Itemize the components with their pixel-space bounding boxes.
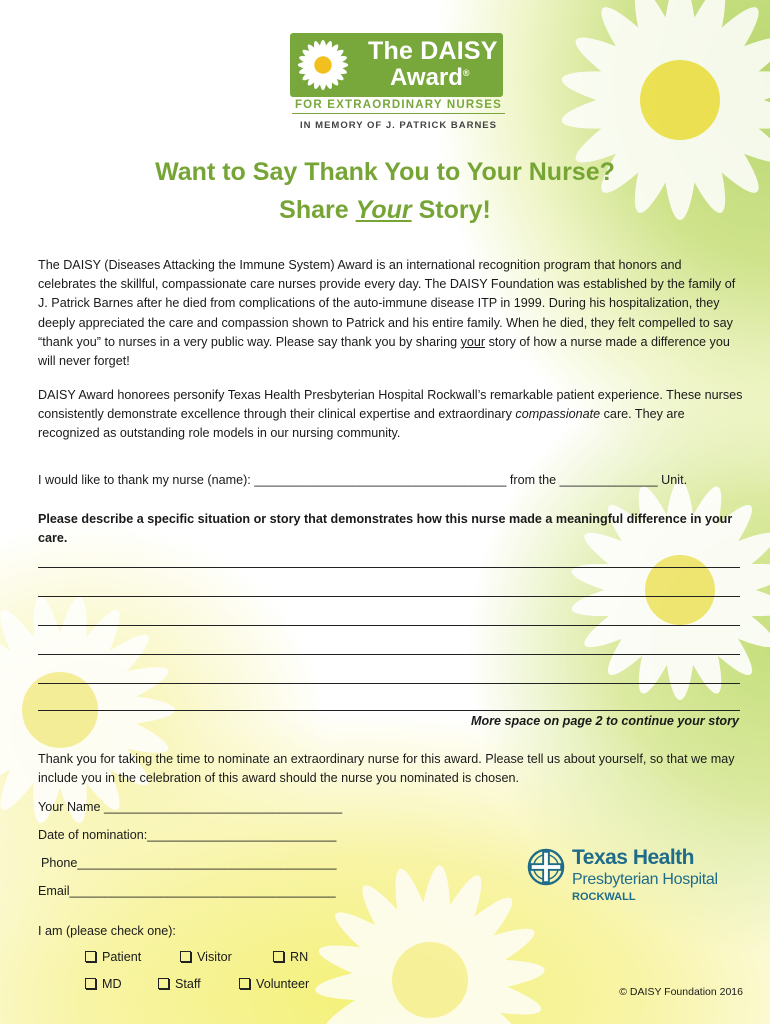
checkbox-label: Visitor: [197, 950, 232, 964]
subtitle-emphasis: Your: [355, 196, 412, 224]
story-line-4[interactable]: [38, 654, 740, 655]
intro-your: your: [460, 334, 486, 349]
daisy-icon: [294, 35, 352, 95]
page-subtitle: [0, 196, 770, 225]
i-am-label: I am (please check one):: [38, 924, 176, 938]
subtitle-post: Story!: [411, 196, 491, 224]
phone-field[interactable]: Phone_____________________________________: [41, 856, 337, 870]
logo-tagline: FOR EXTRAORDINARY NURSES: [292, 99, 505, 114]
page-title: Want to Say Thank You to Your Nurse?: [155, 158, 615, 186]
intro-text: The DAISY (Diseases Attacking the Immune System) Award is an international recognition program that honors and celebrates the skillful, compassionate care nurses provide every day. The DAISY Foundation was established by the family of J. Patrick Barnes after he died from complications of the auto-immune disease ITP in 1999. During his hospitalization, they deeply appreciated the care and compassion shown to Patrick and his entire family. When he died, they felt compelled to say “thank you” to nurses in a very public way. Please say thank you by sharing: [38, 258, 736, 349]
thank-nurse-field[interactable]: I would like to thank my nurse (name): ____________________________________ from the ______________ Unit.: [38, 473, 688, 487]
honorees-paragraph: [38, 386, 743, 444]
checkbox-box[interactable]: [180, 951, 191, 962]
checkbox-box[interactable]: [273, 951, 284, 962]
texas-health-logo: [527, 846, 747, 906]
checkbox-box[interactable]: [85, 978, 96, 989]
story-line-6[interactable]: [38, 710, 740, 711]
checkbox-volunteer[interactable]: [239, 977, 309, 991]
checkbox-patient[interactable]: [85, 950, 141, 964]
more-space-note: More space on page 2 to continue your story: [470, 714, 739, 728]
checkbox-label: MD: [102, 977, 122, 991]
checkbox-box[interactable]: [158, 978, 169, 989]
email-field[interactable]: Email______________________________________: [38, 884, 336, 898]
checkbox-box[interactable]: [239, 978, 250, 989]
checkbox-md[interactable]: [85, 977, 122, 991]
logo-memorial: IN MEMORY OF J. PATRICK BARNES: [300, 120, 497, 131]
honorees-text-end: care. They are recognized as outstanding role models in our nursing community.: [38, 407, 685, 441]
checkbox-label: Staff: [175, 977, 201, 991]
subtitle-pre: Share: [279, 196, 356, 224]
story-prompt: Please describe a specific situation or story that demonstrates how this nurse made a meaningful difference in your care.: [38, 512, 733, 546]
intro-paragraph: [38, 256, 743, 371]
checkbox-rn[interactable]: [273, 950, 308, 964]
texas-health-cross-icon: [527, 848, 565, 886]
checkbox-label: RN: [290, 950, 309, 964]
checkbox-staff[interactable]: [158, 977, 201, 991]
hospital-name-line1: Texas Health: [572, 846, 694, 869]
story-line-5[interactable]: [38, 683, 740, 684]
checkbox-visitor[interactable]: [180, 950, 232, 964]
hospital-name-line3: ROCKWALL: [572, 891, 636, 903]
checkbox-label: Patient: [102, 950, 142, 964]
hospital-name-line2: Presbyterian Hospital: [572, 871, 718, 888]
honorees-text: DAISY Award honorees personify Texas Health Presbyterian Hospital Rockwall’s remarkable patient experience. These nurses consistently demonstrate excellence through their clinical expertise and extraordinary: [38, 388, 743, 422]
honorees-emphasis: compassionate: [515, 407, 601, 422]
closing-paragraph: Thank you for taking the time to nominate an extraordinary nurse for this award. Please tell us about yourself, so that we may include you in the celebration of this award should the nurse you nominated is chosen.: [38, 752, 735, 786]
copyright: © DAISY Foundation 2016: [619, 986, 743, 998]
logo-box: [290, 33, 503, 97]
story-line-2[interactable]: [38, 596, 740, 597]
story-line-1[interactable]: [38, 567, 740, 568]
your-name-field[interactable]: Your Name __________________________________: [38, 800, 343, 814]
checkbox-label: Volunteer: [256, 977, 310, 991]
logo-award-text: Award: [390, 64, 463, 91]
date-of-nomination-field[interactable]: Date of nomination:___________________________: [38, 828, 337, 842]
logo-registered-mark: ®: [462, 68, 470, 78]
intro-text-end: story of how a nurse made a difference you will never forget!: [38, 334, 730, 369]
story-line-3[interactable]: [38, 625, 740, 626]
logo-title: The DAISY: [368, 37, 498, 65]
checkbox-box[interactable]: [85, 951, 96, 962]
daisy-award-logo: [290, 33, 503, 131]
logo-award: [390, 64, 470, 92]
